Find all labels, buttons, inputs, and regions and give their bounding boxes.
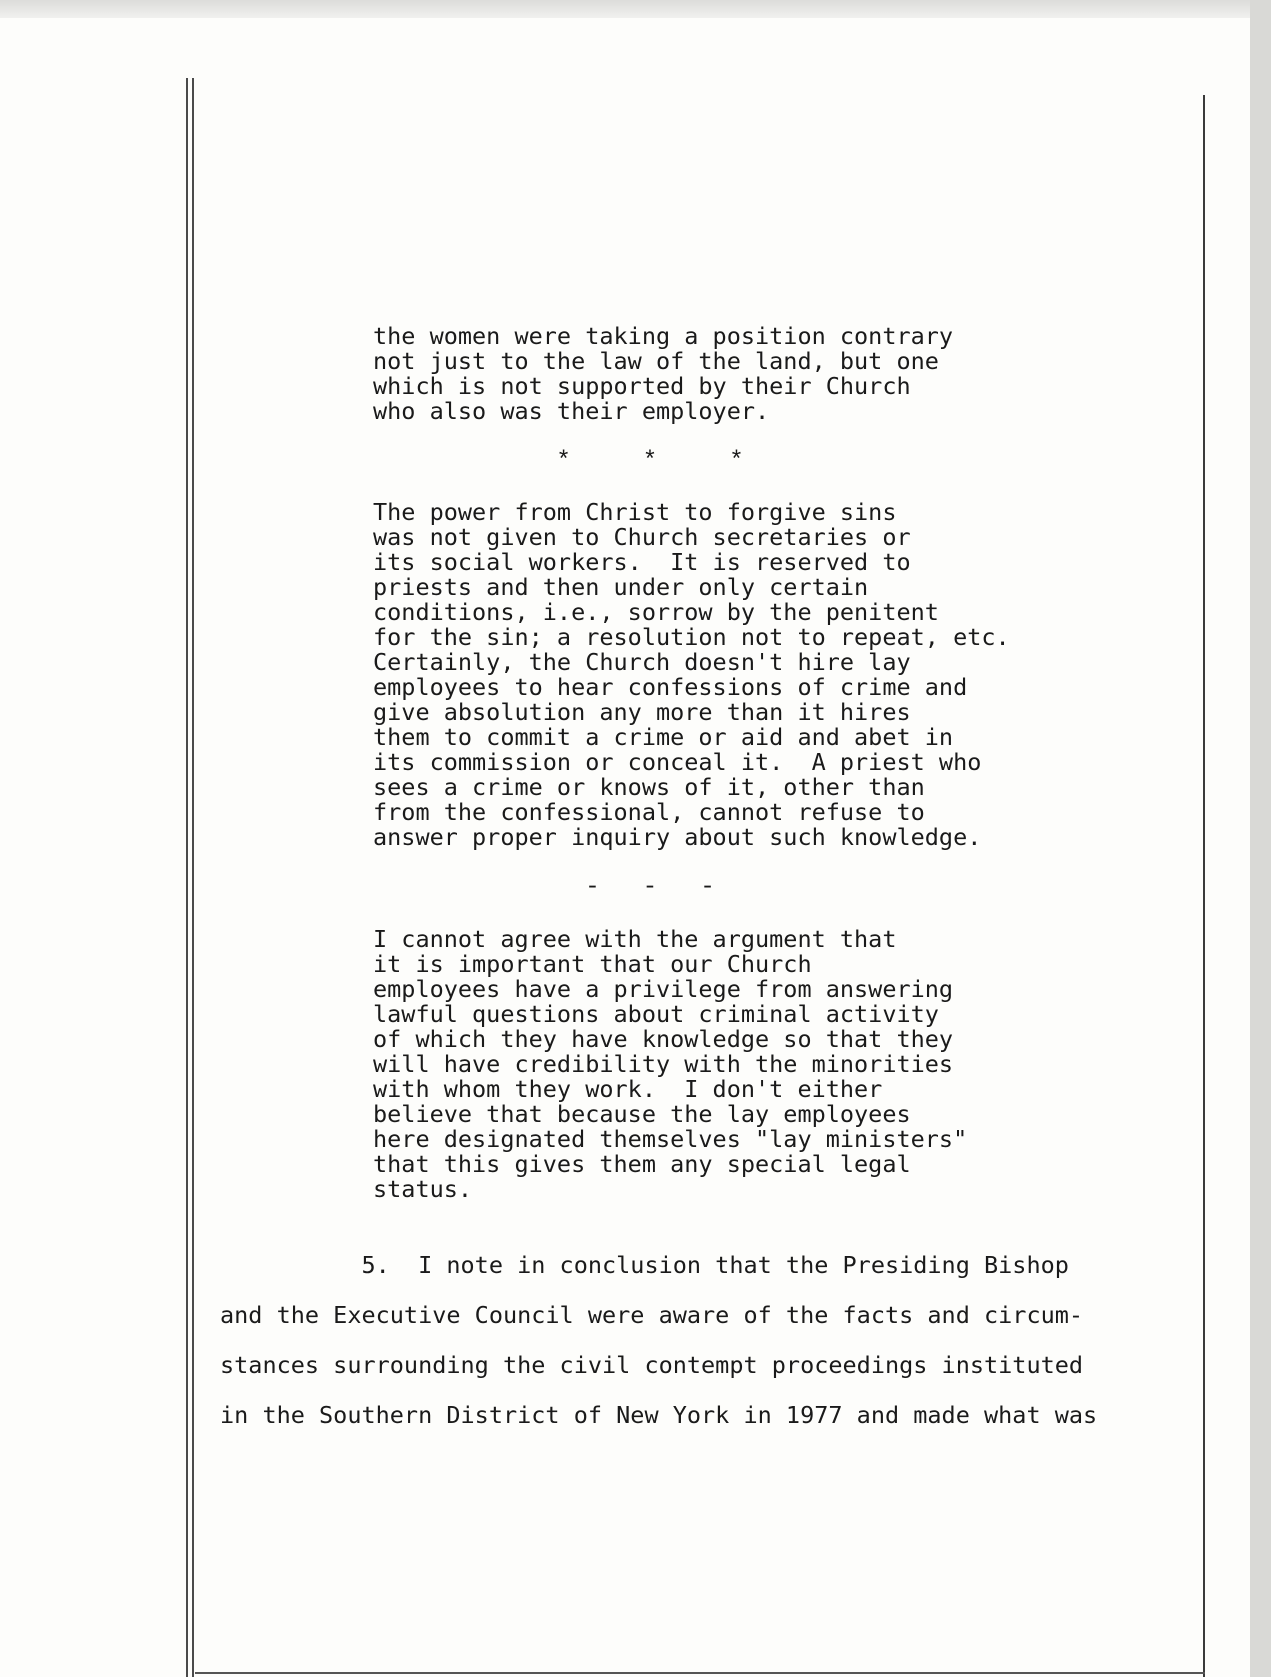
bottom-rule <box>195 1672 1205 1674</box>
dash-separator: - - - <box>585 874 715 901</box>
paragraph-5: 5. I note in conclusion that the Presiding Bishop and the Executive Council were aware of the facts and circum- stances surrounding the civil contempt proceedings instituted in the Southern District of New York in 1977 and made what was <box>220 1251 1098 1429</box>
block-quote-1: the women were taking a position contrary not just to the law of the land, but one which is not supported by their Church who also was their employer. <box>373 322 954 425</box>
block-quote-2: The power from Christ to forgive sins was not given to Church secretaries or its social workers. It is reserved to priests and then under only certain conditions, i.e., sorrow by the penitent for the sin; a resolution not to repeat, etc. Certainly, the Church doesn't hire lay employees to hear confessions of crime and give absolution any more than it hires them to commit a crime or aid and abet in its commission or conceal it. A priest who sees a crime or knows of it, other than from the confessional, cannot refuse to answer proper inquiry about such knowledge. <box>373 498 1010 851</box>
left-margin-rule <box>186 78 188 1677</box>
scan-top-edge <box>0 0 1271 20</box>
left-margin-rule-inner <box>192 78 194 1677</box>
asterisk-separator: * * * <box>556 448 744 475</box>
block-quote-3: I cannot agree with the argument that it is important that our Church employees have a privilege from answering lawful questions about criminal activity of which they have knowledge so that they will have credibility with the minorities with whom they work. I don't either believe that because the lay employees here designated themselves "lay ministers" that this gives them any special legal status. <box>373 925 968 1203</box>
scan-right-edge <box>1250 0 1271 1677</box>
right-margin-rule <box>1203 95 1205 1677</box>
